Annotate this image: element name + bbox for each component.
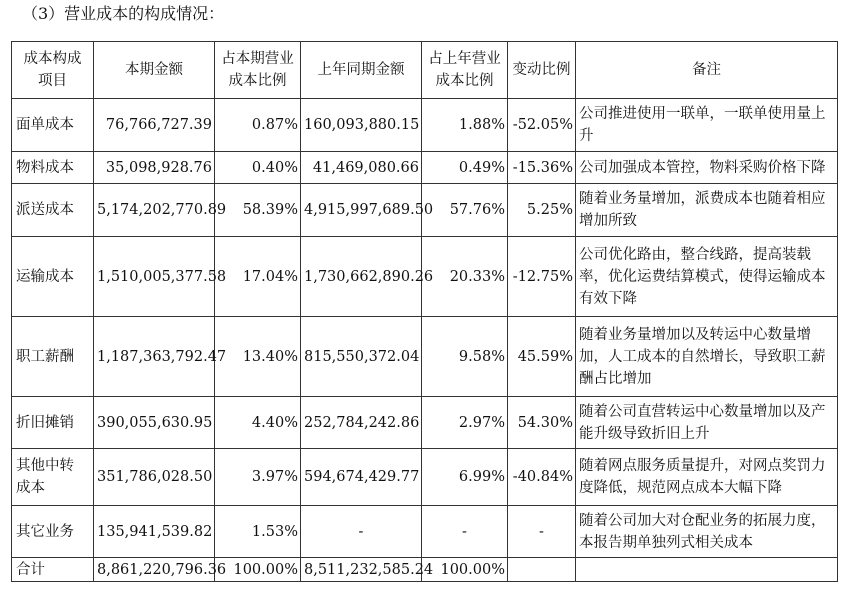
note: 随着公司加大对仓配业务的拓展力度，本报告期单独列式相关成本 (576, 506, 838, 558)
header-row (12, 42, 838, 99)
current-ratio: 100.00% (215, 558, 301, 582)
change-ratio: 5.25% (508, 184, 576, 237)
table-row (12, 99, 838, 152)
table-row (12, 317, 838, 397)
current-amount: 1,187,363,792.47 (94, 317, 215, 397)
current-amount: 76,766,727.39 (94, 99, 215, 152)
note: 公司推进使用一联单，一联单使用量上升 (576, 99, 838, 152)
current-ratio: 0.87% (215, 99, 301, 152)
header-current-amount: 本期金额 (94, 42, 215, 99)
prior-amount: 815,550,372.04 (301, 317, 422, 397)
change-ratio: -15.36% (508, 152, 576, 184)
prior-amount: 1,730,662,890.26 (301, 237, 422, 317)
prior-amount: 8,511,232,585.24 (301, 558, 422, 582)
row-item: 物料成本 (12, 152, 94, 184)
change-ratio (508, 558, 576, 582)
header-prior-amount: 上年同期金额 (301, 42, 422, 99)
prior-amount: 4,915,997,689.50 (301, 184, 422, 237)
current-ratio: 17.04% (215, 237, 301, 317)
change-ratio: -40.84% (508, 449, 576, 506)
table-row (12, 237, 838, 317)
table-row (12, 506, 838, 558)
current-amount: 35,098,928.76 (94, 152, 215, 184)
current-amount: 351,786,028.50 (94, 449, 215, 506)
prior-ratio: - (422, 506, 508, 558)
note: 随着业务量增加以及转运中心数量增加，人工成本的自然增长，导致职工薪酬占比增加 (576, 317, 838, 397)
note: 公司优化路由，整合线路，提高装载率，优化运费结算模式，使得运输成本有效下降 (576, 237, 838, 317)
row-item: 其它业务 (12, 506, 94, 558)
row-item: 派送成本 (12, 184, 94, 237)
row-item: 合计 (12, 558, 94, 582)
prior-ratio: 1.88% (422, 99, 508, 152)
note: 随着网点服务质量提升，对网点奖罚力度降低，规范网点成本大幅下降 (576, 449, 838, 506)
table-row (12, 449, 838, 506)
change-ratio: 54.30% (508, 397, 576, 449)
prior-ratio: 0.49% (422, 152, 508, 184)
prior-amount: - (301, 506, 422, 558)
current-ratio: 1.53% (215, 506, 301, 558)
row-item: 职工薪酬 (12, 317, 94, 397)
current-ratio: 0.40% (215, 152, 301, 184)
current-amount: 135,941,539.82 (94, 506, 215, 558)
change-ratio: - (508, 506, 576, 558)
cost-composition-table (11, 41, 838, 582)
row-item: 运输成本 (12, 237, 94, 317)
current-ratio: 58.39% (215, 184, 301, 237)
current-amount: 390,055,630.95 (94, 397, 215, 449)
prior-ratio: 6.99% (422, 449, 508, 506)
change-ratio: -12.75% (508, 237, 576, 317)
prior-ratio: 57.76% (422, 184, 508, 237)
prior-amount: 252,784,242.86 (301, 397, 422, 449)
prior-ratio: 20.33% (422, 237, 508, 317)
prior-amount: 160,093,880.15 (301, 99, 422, 152)
row-item: 折旧摊销 (12, 397, 94, 449)
current-amount: 8,861,220,796.36 (94, 558, 215, 582)
header-prior-ratio: 占上年营业 成本比例 (422, 42, 508, 99)
prior-amount: 41,469,080.66 (301, 152, 422, 184)
table-row (12, 152, 838, 184)
change-ratio: -52.05% (508, 99, 576, 152)
header-current-ratio: 占本期营业 成本比例 (215, 42, 301, 99)
note (576, 558, 838, 582)
header-item: 成本构成 项目 (12, 42, 94, 99)
current-ratio: 13.40% (215, 317, 301, 397)
header-change: 变动比例 (508, 42, 576, 99)
header-note: 备注 (576, 42, 838, 99)
prior-ratio: 2.97% (422, 397, 508, 449)
note: 随着业务量增加，派费成本也随着相应增加所致 (576, 184, 838, 237)
current-ratio: 3.97% (215, 449, 301, 506)
prior-ratio: 100.00% (422, 558, 508, 582)
prior-amount: 594,674,429.77 (301, 449, 422, 506)
change-ratio: 45.59% (508, 317, 576, 397)
current-ratio: 4.40% (215, 397, 301, 449)
table-row (12, 184, 838, 237)
row-item: 其他中转 成本 (12, 449, 94, 506)
note: 公司加强成本管控，物料采购价格下降 (576, 152, 838, 184)
row-item: 面单成本 (12, 99, 94, 152)
table-row (12, 397, 838, 449)
note: 随着公司直营转运中心数量增加以及产能升级导致折旧上升 (576, 397, 838, 449)
table-row (12, 558, 838, 582)
section-caption: （3）营业成本的构成情况： (22, 4, 225, 23)
current-amount: 1,510,005,377.58 (94, 237, 215, 317)
prior-ratio: 9.58% (422, 317, 508, 397)
current-amount: 5,174,202,770.89 (94, 184, 215, 237)
